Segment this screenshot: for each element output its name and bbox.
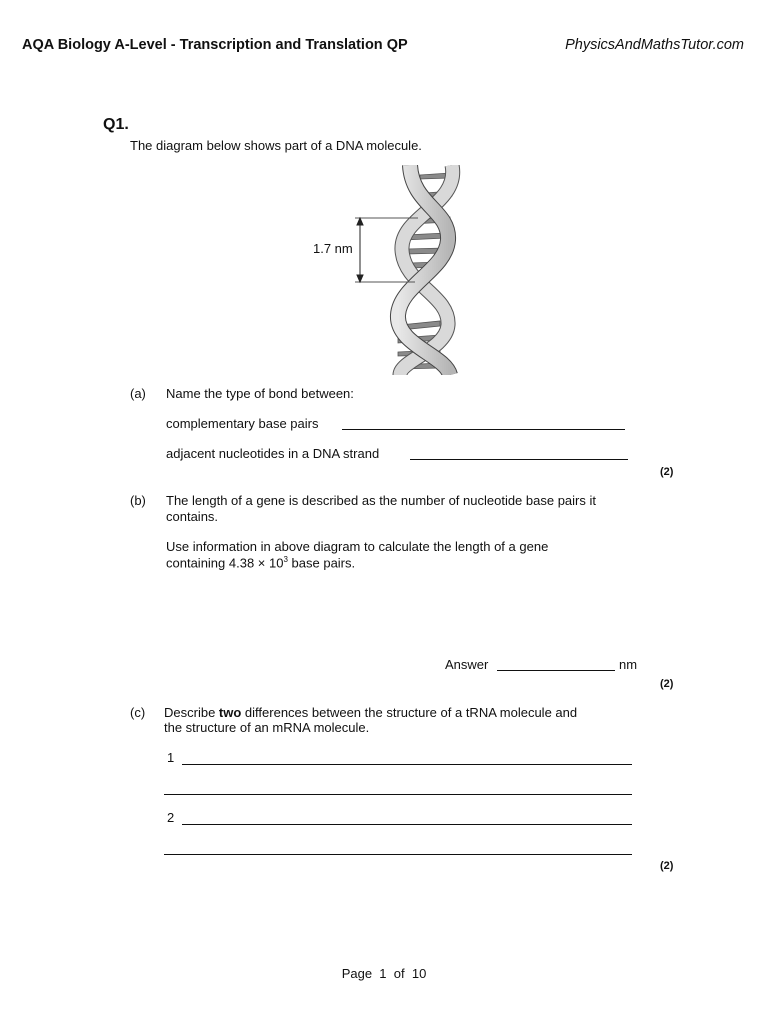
part-c-marks: (2) [660,860,674,872]
part-a-item-1: complementary base pairs [166,416,319,431]
part-b-marks: (2) [660,678,674,690]
part-a-label: (a) [130,386,146,401]
part-b-line-4-end: base pairs. [287,555,356,571]
part-c-label: (c) [130,705,146,720]
answer-line-c1[interactable] [182,764,632,765]
of-word: of [393,966,405,981]
answer-line-c2-continued[interactable] [164,854,632,855]
page-footer [0,966,768,981]
part-b-exponent: 3 [283,555,288,564]
diagram-measurement-label: 1.7 nm [313,241,353,256]
part-a-prompt: Name the type of bond between: [166,386,354,401]
part-b-text-line-2: contains. [166,509,219,524]
part-c-line-1-start: Describe [164,705,219,720]
part-c-text-line-2: the structure of an mRNA molecule. [164,720,370,735]
part-c-line-1-end: differences between the structure of a tRNA molecule and [241,705,578,720]
website-name: PhysicsAndMathsTutor.com [565,37,744,53]
answer-line-c2[interactable] [182,824,632,825]
answer-line-c1-continued[interactable] [164,794,632,795]
question-number: Q1. [103,116,129,133]
part-c-number-2: 2 [167,810,175,825]
part-a-item-2: adjacent nucleotides in a DNA strand [166,446,380,461]
part-b-text-line-3: Use information in above diagram to calculate the length of a gene [166,539,549,554]
document-header-title: AQA Biology A-Level - Transcription and Translation QP [22,37,408,53]
part-c-emphasis: two [218,705,242,720]
page-number: 1 [379,966,387,981]
dna-helix-diagram [300,165,475,375]
part-b-line-4-start: containing 4.38 × 10 [166,555,284,571]
part-c-number-1: 1 [167,750,175,765]
part-b-text-line-4 [166,555,355,570]
part-a-marks: (2) [660,466,674,478]
part-b-text-line-1: The length of a gene is described as the number of nucleotide base pairs it [166,493,596,508]
page-total: 10 [411,966,427,981]
answer-line-b[interactable] [497,670,615,671]
answer-label: Answer [445,657,489,672]
part-b-label: (b) [130,493,146,508]
answer-line-a1[interactable] [342,429,625,430]
part-c-text-line-1 [164,705,577,720]
answer-line-a2[interactable] [410,459,628,460]
answer-unit: nm [619,657,638,672]
question-intro: The diagram below shows part of a DNA molecule. [130,138,422,153]
page-word: Page [341,966,373,981]
